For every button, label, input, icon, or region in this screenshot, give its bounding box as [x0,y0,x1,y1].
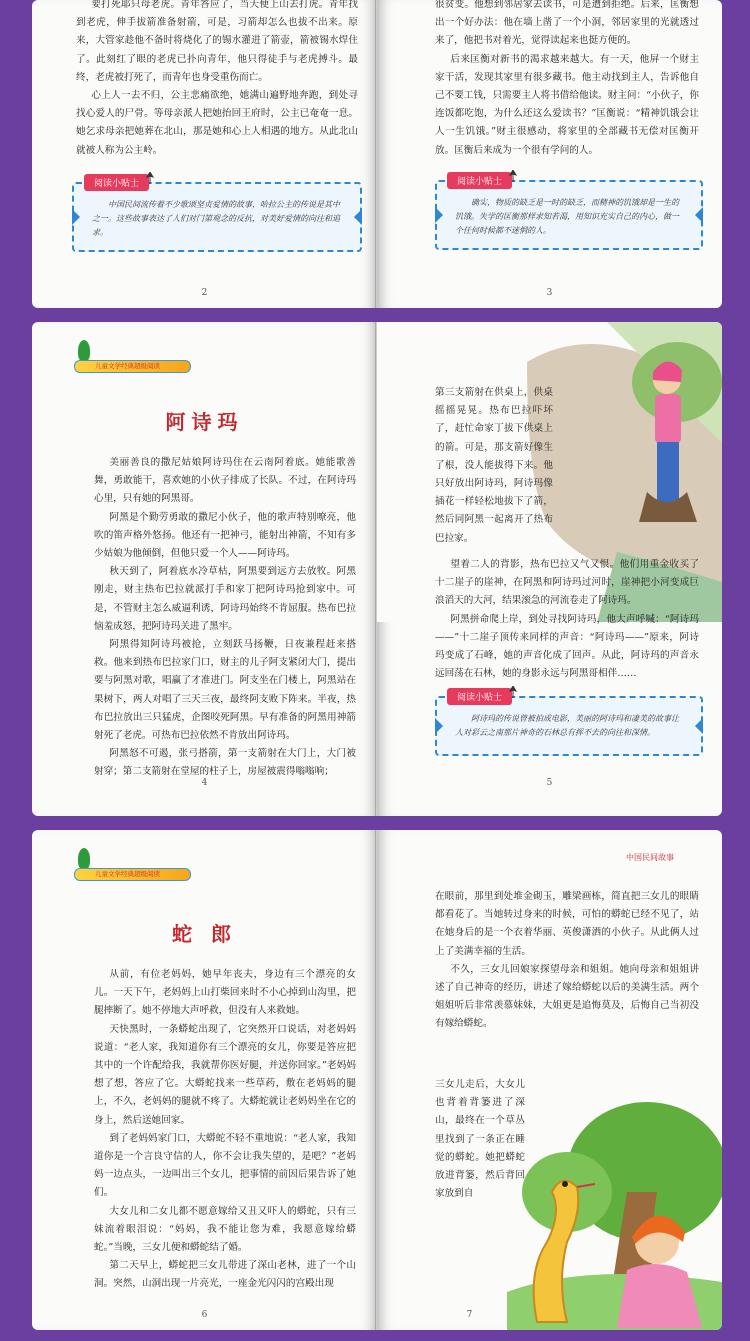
page-7-text [435,888,699,1034]
paragraph: 不久，三女儿回娘家探望母亲和姐姐。她向母亲和姐姐讲述了自己神奇的经历，讲述了嫁给蟒蛇以后的美满生活。两个姐姐听后非常羡慕妹妹，大姐更是追悔莫及，后悔自己当初没有嫁给蟒蛇。 [435,963,699,1030]
paragraph: 后来匡衡对新书的渴求越来越大。有一天，他屏一个财主家干活，发现其家里有很多藏书。他主动找到主人，告诉他自己不要工钱，只需要主人将书借给他读。财主问：“小伙子，你连饭都吃饱，为什么还这么爱读书？”匡衡说：“精神饥饿会让人一生饥饿。”财主很感动，将家里的全部藏书无偿对匡衡开放。匡衡后来成为一个很有学问的人。 [435,53,699,156]
reading-tip-text: 阿诗玛的传说曾被拍成电影，美丽的阿诗玛和凄美的故事让人对彩云之南那片神奇的石林总有挥不去的向往和深情。 [455,714,679,737]
paragraph: 大女儿和二女儿都不愿意嫁给又丑又吓人的蟒蛇，只有三妹流着眼泪说：“妈妈，我不能让您为难，我愿意嫁给蟒蛇。”当晚，三女儿便和蟒蛇结了婚。 [94,1205,356,1254]
pin-icon [509,686,517,698]
page-3-text [435,0,699,160]
paragraph: 秋天到了，阿着底水冷草枯，阿黑要到远方去放牧。阿黑刚走，财主热布巴拉就派打手和家丁把阿诗玛抢到家中。可是，不管财主怎么威逼利诱，阿诗玛始终不肯屈服。热布巴拉恼羞成怒，把阿诗玛关进了黑牢。 [94,566,356,632]
page-number: 7 [466,1310,473,1320]
paragraph: 从前，有位老妈妈，她早年丧夫，身边有三个漂亮的女儿。一天下午，老妈妈上山打柴回来时不小心掉到山沟里，把腿摔断了。她不停地大声呼救，但没有人来救她。 [94,969,356,1017]
paragraph: 阿黑怒不可遏，张弓搭箭，第一支箭射在大门上，大门被射穿；第二支箭射在堂屋的柱子上，房屋被震得嗡嗡响； [94,748,356,778]
paragraph: 美丽善良的撒尼姑娘阿诗玛住在云南阿着底。她能歌善舞，勇敢能干，喜欢她的小伙子排成了长队。不过，在阿诗玛心里，只有她的阿黑哥。 [94,457,356,505]
page-5-text-narrow [435,384,553,548]
pin-icon [146,172,154,184]
story-title: 阿诗玛 [165,410,244,434]
spread-3 [0,830,750,1341]
paragraph: 望着二人的背影，热布巴拉又气又恨。他们用重金收买了十二崖子的崖神，在阿黑和阿诗玛过河时，崖神把小河变成巨浪滔天的大河，结果滚急的河流卷走了阿诗玛。 [435,559,699,607]
page-5-text [435,556,699,683]
page-4-text [94,454,356,782]
reading-tip-box [435,693,703,756]
page-number: 5 [546,778,553,788]
paragraph: 三女儿走后，大女儿也背着背篓进了深山，最终在一个草丛里找到了一条正在睡觉的蟒蛇。她把蟒蛇放进背篓，然后背回家放到自 [435,1079,525,1200]
reading-tip-text: 确实，物质的缺乏是一时的缺乏，而精神的饥饿却是一生的饥饿。失学的匡衡那样求知若渴，用知识充实自己的内心，做一个任何时候都不迷惘的人。 [455,198,679,235]
tree-icon [78,848,90,870]
paragraph: 很贫变。他想到邻居家去读书，可是遭到拒绝。后来，匡衡想出一个好办法：他在墙上凿了一个小洞，邻居家里的光就透过来了，他把书对着光，觉得读起来也挺方便的。 [435,0,699,47]
reading-tip-label: 阅读小贴士 [447,688,512,705]
reading-tip-label: 阅读小贴士 [84,174,149,191]
spread-2 [0,322,750,818]
page-2 [32,0,377,308]
page-6-text [94,966,356,1294]
series-label: 儿童文学经典超级阅读 [95,870,160,878]
pin-icon [509,170,517,182]
page-4 [32,322,377,816]
page-7 [377,830,722,1330]
spread-1 [0,0,750,312]
arrow-right-icon [695,718,703,734]
reading-tip-box [435,177,703,250]
reading-tip-text: 中国民间流传着不少歌颂坚贞爱情的故事，哈拉公主的传说是其中之一。这些故事表达了人们对门第观念的反抗，对美好爱情的向往和追求。 [92,200,340,237]
series-logo [74,848,189,880]
arrow-right-icon [695,207,703,223]
page-number: 3 [546,288,553,298]
paragraph: 阿黑得知阿诗玛被抢，立刻跃马扬鞭，日夜兼程赶来搭救。他来到热布巴拉家门口，财主的儿子阿支紧闭大门，提出要与阿黑对歌，唱赢了才准进门。阿支坐在门楼上，阿黑站在果树下，两人对唱了三天三夜，最终阿支败下阵来。半夜，热布巴拉放出三只猛虎，企图咬死阿黑。早有准备的阿黑用神箭射死了老虎。可热布巴拉依然不肯放出阿诗玛。 [94,639,356,742]
arrow-right-icon [354,209,362,225]
arrow-left-icon [435,718,443,734]
page-number: 4 [201,778,208,788]
paragraph: 阿黑是个勤劳勇敢的撒尼小伙子，他的歌声特别嘹亮，他吹的笛声格外悠扬。他还有一把神弓，能射出神箭，不知有多少姑娘为他倾倒，但他只爱一个人——阿诗玛。 [94,511,356,560]
snake-boy-illustration [507,1092,722,1330]
paragraph: 心上人一去不归，公主悲痛欲绝，她满山遍野地奔跑，到处寻找心爱人的尸骨。等母亲派人把她抬回王府时，公主已奄奄一息。她乞求母亲把她葬在北山，那是她和心上人相遇的地方。从此北山就被人称为公主岭。 [76,90,358,156]
series-logo [74,340,189,372]
series-label: 儿童文学经典超级阅读 [95,362,160,370]
reading-tip-box [72,179,362,252]
page-2-text [76,0,358,160]
page-number: 2 [201,288,208,298]
tree-icon [78,340,90,362]
page-number: 6 [201,1310,208,1320]
paragraph: 第三支箭射在供桌上，供桌摇摇晃晃。热布巴拉吓坏了，赶忙命家丁拔下供桌上的箭。可是，那支箭好像生了根，没人能拔得下来。他只好放出阿诗玛，阿诗玛像插花一样轻松地拔下了箭，然后同阿黑一起离开了热布巴拉家。 [435,387,553,544]
paragraph: 阿黑拼命爬上岸，到处寻找阿诗玛，他大声呼喊：“阿诗玛——”十二崖子顶传来同样的声音：“阿诗玛——”原来，阿诗玛变成了石峰，她的声音化成了回声。从此，阿诗玛的声音永远回荡在石林，她的身影永远与阿黑哥相伴…… [435,613,699,680]
page-7-text-narrow [435,1076,525,1203]
paragraph: 在眼前，那里到处堆金砌玉，雕梁画栋，简直把三女儿的眼睛都看花了。当她转过身来的时候，可怕的蟒蛇已经不见了，站在她身后的是一个衣着华丽、英俊潇洒的小伙子。从此俩人过上了美满幸福的生活。 [435,891,699,957]
paragraph: 到了老妈妈家门口，大蟒蛇不轻不重地说：“老人家，我知道你是一个言良守信的人，你不会让我失望的，是吧？”老妈妈一边点头，一边叫出三个女儿，把事情的前因后果告诉了她们。 [94,1132,356,1199]
paragraph: 天快黑时，一条蟒蛇出现了，它突然开口说话，对老妈妈说道：“老人家，我知道你有三个漂亮的女儿，你要是答应把其中的一个许配给我，我就帮你医好腿，并送你回家。”老妈妈想了想，答应了它。大蟒蛇找来一些草药，敷在老妈妈的腿上，不久，老妈妈的腿就不疼了。大蟒蛇就让老妈妈坐在它的身上，然后送她回家。 [94,1023,356,1126]
page-6 [32,830,377,1330]
arrow-left-icon [72,209,80,225]
paragraph: 要打死耶只母老虎。青年答应了，当天便上山去打虎。青年找到老虎，伸手拔箭准备射箭，可是，习箭却怎么也拔不出来。原来，大管家趁他不备时将烧化了的锡水灌进了箭壶，箭被锡水焊住了。此刻红了眼的老虎已扑向青年，他只得徒手与老虎搏斗。最终，老虎被打死了，而青年也身受重伤而亡。 [76,0,358,83]
page-3 [377,0,722,308]
section-header: 中国民间故事 [626,853,674,862]
paragraph: 第二天早上，蟒蛇把三女儿带进了深山老林，进了一个山洞。突然，山洞出现一片亮光，一座金光闪闪的宫殿出现 [94,1260,356,1290]
arrow-left-icon [435,207,443,223]
story-title: 蛇 郎 [172,922,237,946]
page-5 [377,322,722,816]
reading-tip-label: 阅读小贴士 [447,172,512,189]
